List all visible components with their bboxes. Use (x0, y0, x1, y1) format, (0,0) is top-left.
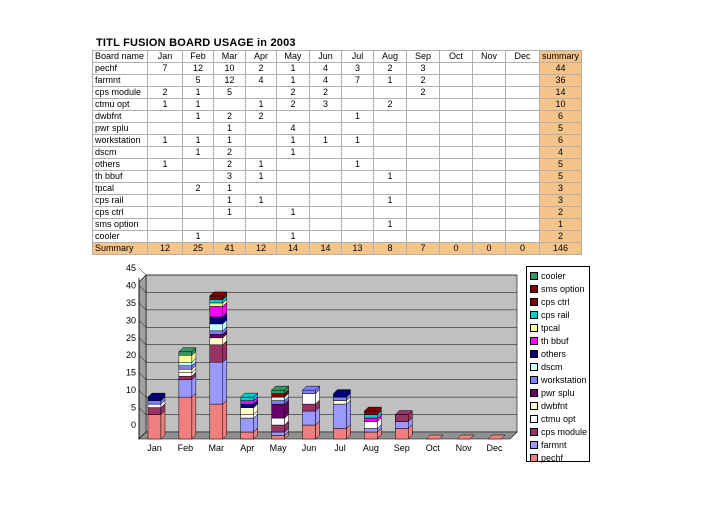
x-tick-label: Dec (486, 443, 503, 453)
bar-segment (210, 306, 223, 316)
table-cell: 1 (183, 87, 214, 99)
table-cell: 1 (183, 99, 214, 111)
row-label: dscm (93, 147, 148, 159)
legend-item (530, 438, 567, 451)
legend-item (530, 269, 566, 282)
legend-label: workstation (541, 374, 587, 385)
row-summary-cell: 5 (540, 171, 582, 183)
bar-segment (395, 415, 408, 422)
table-cell: 1 (246, 159, 277, 171)
bar-segment (272, 432, 285, 435)
row-label: pwr splu (93, 123, 148, 135)
table-cell: 1 (148, 99, 183, 111)
bar-segment (148, 415, 161, 439)
legend-label: dscm (541, 361, 563, 372)
bar-segment (179, 397, 192, 439)
column-header: Oct (440, 51, 473, 63)
bar-segment (333, 404, 346, 428)
summary-cell: 13 (342, 243, 374, 255)
bar-segment-side (223, 358, 227, 404)
table-cell: 2 (214, 147, 246, 159)
table-cell: 1 (342, 111, 374, 123)
legend-label: dwbfnt (541, 400, 568, 411)
column-header: Aug (374, 51, 407, 63)
x-tick-label: Aug (362, 443, 379, 453)
summary-cell: 25 (183, 243, 214, 255)
table-cell: 2 (374, 99, 407, 111)
table-cell: 3 (342, 63, 374, 75)
table-cell: 5 (214, 87, 246, 99)
legend-label: cps module (541, 426, 588, 437)
bar-segment (179, 352, 192, 355)
legend-swatch (530, 402, 538, 410)
table-cell: 12 (183, 63, 214, 75)
legend-item (530, 360, 563, 373)
row-label: Summary (93, 243, 148, 255)
bar-segment (148, 397, 161, 400)
bar-segment (272, 401, 285, 404)
table-cell: 2 (277, 99, 310, 111)
table-cell: 4 (277, 123, 310, 135)
table-cell: 1 (277, 135, 310, 147)
row-summary-cell: 2 (540, 231, 582, 243)
y-tick-label: 40 (125, 280, 136, 291)
legend-label: tpcal (541, 322, 561, 333)
y-tick-label: 15 (125, 367, 136, 378)
row-summary-cell: 3 (540, 183, 582, 195)
x-tick-label: Apr (240, 443, 255, 453)
summary-cell: 0 (440, 243, 473, 255)
summary-cell: 12 (148, 243, 183, 255)
legend-swatch (530, 428, 538, 436)
table-cell: 2 (183, 183, 214, 195)
legend-item (530, 373, 587, 386)
column-header: Board name (93, 51, 148, 63)
column-header: Apr (246, 51, 277, 63)
legend-label: pwr splu (541, 387, 575, 398)
legend-item (530, 399, 568, 412)
legend-swatch (530, 324, 538, 332)
row-summary-cell: 14 (540, 87, 582, 99)
row-label: ctmu opt (93, 99, 148, 111)
row-summary-cell: 6 (540, 135, 582, 147)
bar-segment (179, 355, 192, 362)
table-cell: 1 (310, 135, 342, 147)
bar-segment (364, 432, 377, 439)
legend-item (530, 451, 563, 464)
column-header: Jan (148, 51, 183, 63)
bar-segment (241, 397, 254, 400)
table-cell: 1 (214, 207, 246, 219)
column-header: Feb (183, 51, 214, 63)
bar-segment (333, 397, 346, 400)
legend-swatch (530, 350, 538, 358)
x-tick-label: May (269, 443, 287, 453)
bar-segment (210, 345, 223, 362)
legend-label: cps ctrl (541, 296, 570, 307)
bar-segment (272, 397, 285, 400)
bar-segment (303, 404, 316, 411)
bar-segment (303, 411, 316, 425)
row-label: cps rail (93, 195, 148, 207)
bar-segment (179, 376, 192, 379)
legend-swatch (530, 454, 538, 462)
bar-segment (364, 411, 377, 414)
bar-segment (179, 373, 192, 376)
summary-cell: 41 (214, 243, 246, 255)
legend-swatch (530, 389, 538, 397)
legend-item (530, 321, 560, 334)
bar-segment (210, 334, 223, 337)
x-tick-label: Mar (208, 443, 225, 453)
legend-item (530, 295, 570, 308)
bar-segment (210, 299, 223, 302)
column-header: Jul (342, 51, 374, 63)
table-cell: 1 (277, 207, 310, 219)
bar-segment (364, 429, 377, 432)
y-tick-label: 30 (125, 315, 136, 326)
legend-label: th bbuf (541, 335, 569, 346)
x-tick-label: Oct (425, 443, 440, 453)
row-summary-cell: 10 (540, 99, 582, 111)
table-cell: 1 (374, 219, 407, 231)
summary-cell: 0 (506, 243, 540, 255)
bar-segment (241, 418, 254, 432)
y-tick-label: 25 (125, 332, 136, 343)
bar-segment (272, 425, 285, 432)
legend-swatch (530, 285, 538, 293)
y-tick-label: 35 (125, 297, 136, 308)
bar-segment (210, 324, 223, 331)
legend-swatch (530, 298, 538, 306)
legend-swatch (530, 376, 538, 384)
row-label: farmnt (93, 75, 148, 87)
column-header: Sep (407, 51, 440, 63)
row-summary-cell: 1 (540, 219, 582, 231)
row-label: sms option (93, 219, 148, 231)
summary-cell: 12 (246, 243, 277, 255)
table-cell: 2 (407, 87, 440, 99)
table-cell: 1 (214, 123, 246, 135)
bar-segment (210, 317, 223, 324)
table-cell: 7 (148, 63, 183, 75)
chart-title: TITL FUSION BOARD USAGE in 2003 (96, 37, 296, 49)
legend-item (530, 334, 569, 347)
legend-label: farmnt (541, 439, 567, 450)
legend-swatch (530, 415, 538, 423)
bar-segment (210, 296, 223, 299)
x-tick-label: Nov (455, 443, 472, 453)
legend-swatch (530, 272, 538, 280)
chart-legend (526, 266, 590, 462)
bar-segment (272, 404, 285, 418)
legend-item (530, 412, 576, 425)
bar-segment (241, 432, 254, 439)
bar-segment (241, 401, 254, 404)
column-header: Dec (506, 51, 540, 63)
row-label: tpcal (93, 183, 148, 195)
y-tick-label: 45 (125, 263, 136, 273)
column-header: summary (540, 51, 582, 63)
x-tick-label: Jul (334, 443, 346, 453)
legend-swatch (530, 441, 538, 449)
table-cell: 2 (214, 159, 246, 171)
bar-segment (303, 394, 316, 404)
table-cell: 1 (214, 183, 246, 195)
table-cell: 2 (148, 87, 183, 99)
bar-segment-side (192, 393, 196, 439)
x-tick-label: Feb (177, 443, 194, 453)
table-cell: 1 (374, 195, 407, 207)
table-cell: 10 (214, 63, 246, 75)
x-tick-label: Jun (301, 443, 317, 453)
table-cell: 2 (246, 111, 277, 123)
bar-segment (179, 362, 192, 365)
table-cell: 1 (148, 159, 183, 171)
legend-item (530, 282, 585, 295)
column-header: Mar (214, 51, 246, 63)
table-cell: 1 (342, 135, 374, 147)
y-tick-label: 0 (130, 420, 136, 430)
table-cell: 2 (277, 87, 310, 99)
plot-side-wall (139, 275, 146, 439)
legend-item (530, 386, 575, 399)
bar-segment (333, 394, 346, 397)
bar-segment (179, 366, 192, 369)
bar-segment (210, 303, 223, 306)
bar-segment (272, 390, 285, 393)
summary-cell: 8 (374, 243, 407, 255)
row-summary-cell: 2 (540, 207, 582, 219)
bar-segment (364, 415, 377, 418)
bar-segment-side (346, 400, 350, 428)
row-summary-cell: 44 (540, 63, 582, 75)
table-cell: 12 (214, 75, 246, 87)
bar-segment (303, 390, 316, 393)
legend-item (530, 347, 566, 360)
bar-segment (364, 418, 377, 421)
table-cell: 5 (183, 75, 214, 87)
table-cell: 3 (407, 63, 440, 75)
row-label: pechf (93, 63, 148, 75)
table-cell: 4 (310, 75, 342, 87)
y-tick-label: 10 (125, 385, 136, 396)
bar-segment (364, 422, 377, 429)
y-tick-label: 5 (130, 402, 136, 413)
plot-back-wall (146, 275, 517, 432)
summary-cell: 14 (310, 243, 342, 255)
table-cell: 1 (183, 231, 214, 243)
bar-segment (210, 362, 223, 404)
bar-segment (272, 394, 285, 397)
table-cell: 3 (214, 171, 246, 183)
bar-segment (241, 408, 254, 415)
row-label: dwbfnt (93, 111, 148, 123)
table-cell: 1 (246, 195, 277, 207)
column-header: Jun (310, 51, 342, 63)
table-cell: 1 (183, 111, 214, 123)
table-cell: 1 (277, 147, 310, 159)
bar-segment (303, 425, 316, 439)
row-summary-cell: 6 (540, 111, 582, 123)
bar-segment (179, 380, 192, 397)
bar-segment (395, 429, 408, 439)
column-header: Nov (473, 51, 506, 63)
x-tick-label: Sep (393, 443, 410, 453)
legend-swatch (530, 363, 538, 371)
table-cell: 2 (407, 75, 440, 87)
table-cell: 1 (277, 231, 310, 243)
row-summary-cell: 3 (540, 195, 582, 207)
table-cell: 2 (310, 87, 342, 99)
legend-swatch (530, 311, 538, 319)
bar-segment (148, 408, 161, 415)
row-summary-cell: 5 (540, 159, 582, 171)
legend-item (530, 308, 570, 321)
bar-segment (148, 401, 161, 404)
bar-segment-side (223, 400, 227, 439)
table-cell: 2 (246, 63, 277, 75)
table-cell: 4 (310, 63, 342, 75)
legend-label: ctmu opt (541, 413, 576, 424)
table-cell: 2 (214, 111, 246, 123)
summary-cell: 0 (473, 243, 506, 255)
bar-segment (272, 436, 285, 439)
row-summary-cell: 5 (540, 123, 582, 135)
table-cell: 1 (342, 159, 374, 171)
table-cell: 1 (277, 75, 310, 87)
table-cell: 7 (342, 75, 374, 87)
column-header: May (277, 51, 310, 63)
row-label: others (93, 159, 148, 171)
table-cell: 1 (183, 135, 214, 147)
x-tick-label: Jan (147, 443, 162, 453)
row-label: workstation (93, 135, 148, 147)
bar-segment (333, 401, 346, 404)
legend-label: others (541, 348, 567, 359)
table-cell: 3 (310, 99, 342, 111)
table-cell: 1 (214, 135, 246, 147)
table-cell: 1 (374, 75, 407, 87)
row-label: cooler (93, 231, 148, 243)
table-cell: 1 (246, 171, 277, 183)
summary-cell: 14 (277, 243, 310, 255)
grand-total-cell: 146 (540, 243, 582, 255)
bar-segment-side (161, 411, 165, 439)
table-cell: 1 (246, 99, 277, 111)
legend-swatch (530, 337, 538, 345)
legend-label: cooler (541, 270, 566, 281)
legend-label: cps rail (541, 309, 570, 320)
bar-segment (333, 429, 346, 439)
table-cell: 1 (374, 171, 407, 183)
bar-segment (210, 404, 223, 439)
legend-label: sms option (541, 283, 585, 294)
summary-cell: 7 (407, 243, 440, 255)
bar-segment (241, 415, 254, 418)
table-cell: 2 (374, 63, 407, 75)
bar-segment (148, 404, 161, 407)
row-label: cps ctrl (93, 207, 148, 219)
legend-item (530, 425, 587, 438)
row-summary-cell: 36 (540, 75, 582, 87)
legend-label: pechf (541, 452, 564, 463)
y-tick-label: 20 (125, 350, 136, 361)
table-cell: 1 (148, 135, 183, 147)
bar-segment (210, 331, 223, 334)
bar-segment (272, 418, 285, 425)
row-label: cps module (93, 87, 148, 99)
bar-segment (179, 369, 192, 372)
bar-segment (210, 338, 223, 345)
row-label: th bbuf (93, 171, 148, 183)
bar-segment (395, 422, 408, 429)
table-cell: 4 (246, 75, 277, 87)
table-cell: 1 (277, 63, 310, 75)
bar-segment (241, 404, 254, 407)
gridline-side (139, 268, 146, 275)
table-cell: 1 (214, 195, 246, 207)
table-cell: 1 (183, 147, 214, 159)
row-summary-cell: 4 (540, 147, 582, 159)
